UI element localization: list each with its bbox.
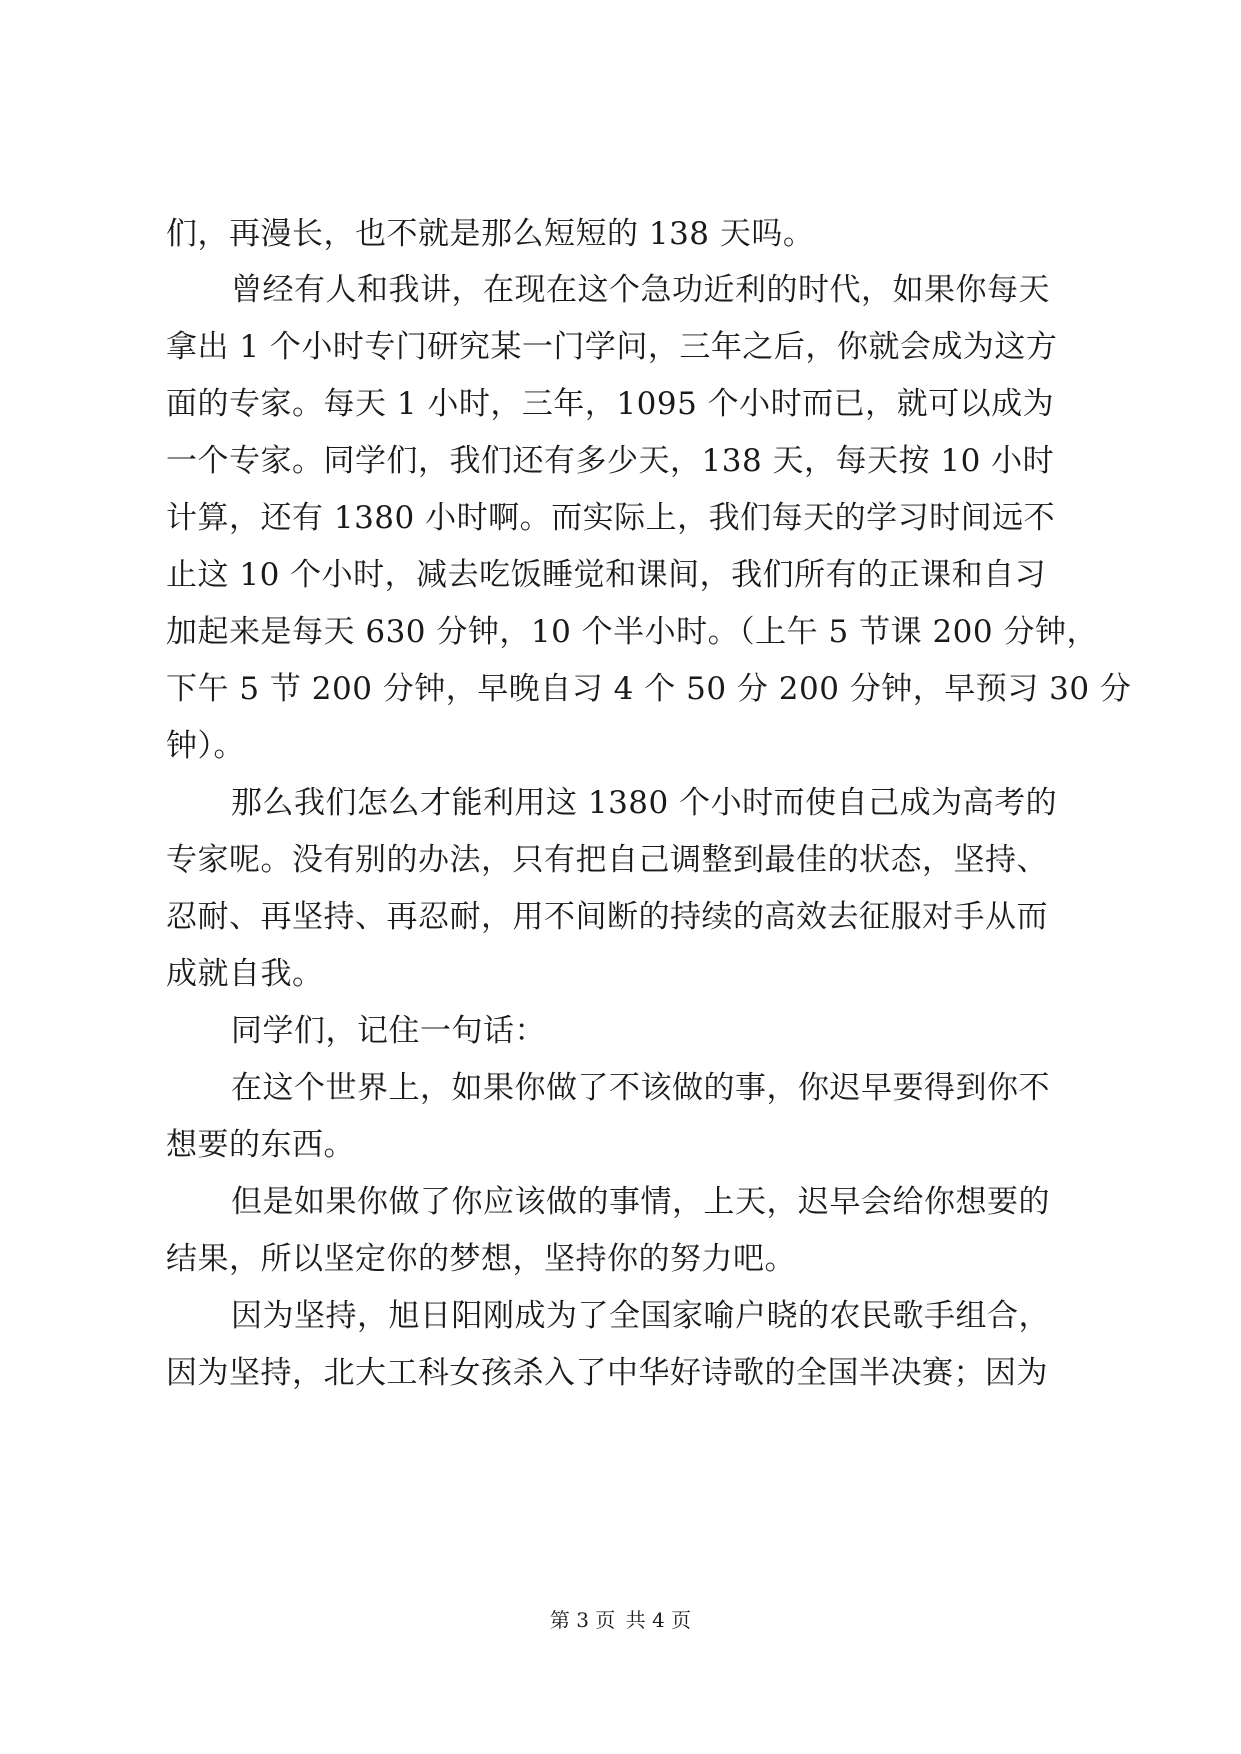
paragraph-first-line: 同学们，记住一句话： (231, 1013, 546, 1049)
text-line: 因为坚持，北大工科女孩杀入了中华好诗歌的全国半决赛；因为 (166, 1355, 1048, 1391)
text-line: 面的专家。每天 1 小时，三年，1095 个小时而已，就可以成为 (166, 386, 1055, 422)
paragraph-first-line: 那么我们怎么才能利用这 1380 个小时而使自己成为高考的 (231, 785, 1058, 821)
text-line: 拿出 1 个小时专门研究某一门学问，三年之后，你就会成为这方 (166, 329, 1058, 365)
text-line: 计算，还有 1380 小时啊。而实际上，我们每天的学习时间远不 (166, 500, 1056, 536)
paragraph-first-line: 因为坚持，旭日阳刚成为了全国家喻户晓的农民歌手组合， (231, 1298, 1050, 1334)
text-line: 加起来是每天 630 分钟，10 个半小时。（上午 5 节课 200 分钟， (166, 614, 1098, 650)
text-line: 结果，所以坚定你的梦想，坚持你的努力吧。 (166, 1241, 796, 1277)
text-line: 止这 10 个小时，减去吃饭睡觉和课间，我们所有的正课和自习 (166, 557, 1047, 593)
text-line: 成就自我。 (166, 956, 324, 992)
text-line: 专家呢。没有别的办法，只有把自己调整到最佳的状态，坚持、 (166, 842, 1048, 878)
text-line: 想要的东西。 (166, 1127, 355, 1163)
paragraph-first-line: 曾经有人和我讲，在现在这个急功近利的时代，如果你每天 (231, 272, 1050, 308)
page-number: 第 3 页 (549, 1608, 616, 1632)
text-line: 们，再漫长，也不就是那么短短的 138 天吗。 (166, 216, 815, 252)
paragraph-first-line: 在这个世界上，如果你做了不该做的事，你迟早要得到你不 (231, 1070, 1050, 1106)
page-footer (0, 1607, 1241, 1633)
text-line: 钟）。 (166, 728, 245, 764)
paragraph-first-line: 但是如果你做了你应该做的事情，上天，迟早会给你想要的 (231, 1184, 1050, 1220)
text-line: 下午 5 节 200 分钟，早晚自习 4 个 50 分 200 分钟，早预习 30 分 (166, 671, 1132, 707)
text-line: 一个专家。同学们，我们还有多少天，138 天，每天按 10 小时 (166, 443, 1055, 479)
text-line: 忍耐、再坚持、再忍耐，用不间断的持续的高效去征服对手从而 (166, 899, 1048, 935)
page-total: 共 4 页 (625, 1608, 692, 1632)
